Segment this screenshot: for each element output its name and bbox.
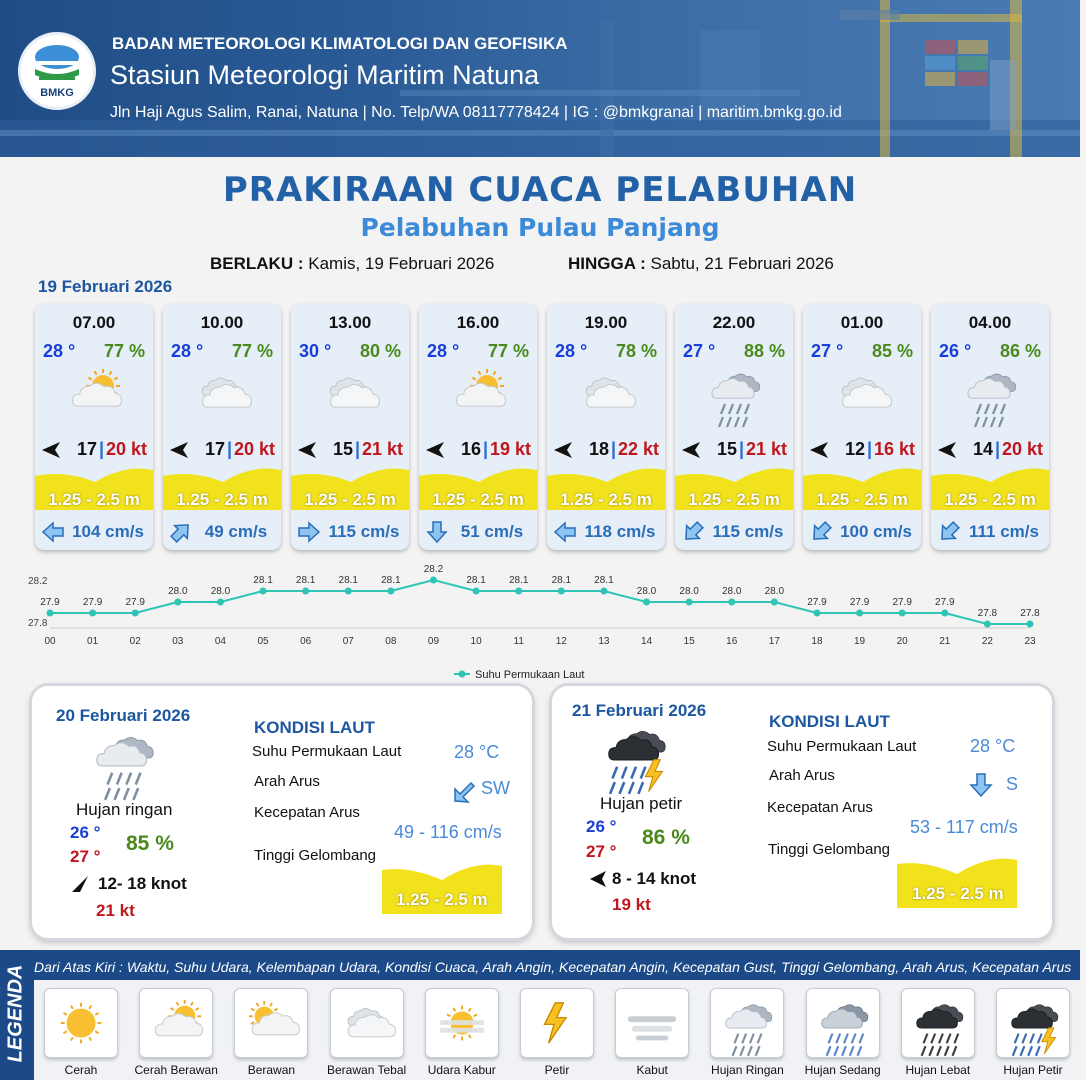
validity-from (210, 254, 494, 274)
forecast-humidity: 78 % (615, 341, 657, 361)
day2-wave-label: Tinggi Gelombang (254, 847, 377, 864)
day3-date: 21 Februari 2026 (572, 701, 707, 720)
x-tick-label: 22 (981, 636, 993, 647)
legend-icon-box (330, 988, 404, 1058)
data-label: 28.0 (722, 586, 742, 597)
right-arrow-icon (297, 521, 321, 543)
up-right-arrow-icon (169, 521, 193, 543)
hujan-ringan-icon (88, 728, 160, 794)
legend-icon-box (901, 988, 975, 1058)
forecast-current-speed: 49 cm/s (204, 522, 268, 541)
forecast-humidity: 77 % (103, 341, 145, 361)
organization-name: BADAN METEOROLOGI KLIMATOLOGI DAN GEOFISIKA (112, 34, 568, 53)
legend-label: Udara Kabur (427, 1063, 496, 1077)
forecast-wind (169, 439, 275, 461)
x-tick-label: 01 (87, 636, 99, 647)
forecast-time: 07.00 (72, 313, 116, 332)
forecast-wind-speed: 12 (844, 439, 865, 459)
validity-from-value: Kamis, 19 Februari 2026 (308, 254, 495, 273)
forecast-current-speed: 115 cm/s (328, 522, 400, 541)
legend-icon-box (44, 988, 118, 1058)
wind-direction-icon (553, 439, 573, 461)
forecast-humidity: 77 % (231, 341, 273, 361)
legend-label: Cerah Berawan (134, 1063, 218, 1077)
separator: | (99, 439, 105, 459)
series-line (50, 580, 1030, 624)
data-point (387, 588, 394, 595)
hujan-ringan-icon (958, 366, 1024, 422)
legend-icon-box (615, 988, 689, 1058)
forecast-current (419, 520, 537, 544)
down-left-arrow-icon (937, 521, 961, 543)
hujan-petir-icon (1005, 997, 1063, 1051)
forecast-gust: 22 kt (617, 439, 659, 459)
forecast-wind (937, 439, 1043, 461)
legend-label: Suhu Permukaan Laut (475, 669, 585, 681)
legend-item (38, 988, 124, 1078)
forecast-wind-speed: 18 (588, 439, 609, 459)
legend-item (609, 988, 695, 1078)
forecast-wave: 1.25 - 2.5 m (48, 490, 140, 509)
day3-current-speed-value: 53 - 117 cm/s (910, 817, 1018, 837)
forecast-gust: 21 kt (745, 439, 787, 459)
validity-to-value: Sabtu, 21 Februari 2026 (650, 254, 834, 273)
forecast-card (803, 304, 921, 550)
x-tick-label: 07 (342, 636, 354, 647)
day3-temp-min: 26 ° (586, 817, 617, 836)
data-label: 28.1 (551, 575, 572, 586)
forecast-current-speed: 115 cm/s (712, 522, 784, 541)
forecast-wave: 1.25 - 2.5 m (944, 490, 1036, 509)
hujan-lebat-icon (910, 997, 968, 1051)
day3-sst-label: Suhu Permukaan Laut (767, 738, 917, 755)
data-label: 27.9 (849, 597, 870, 608)
header-banner (0, 0, 1080, 157)
forecast-current (35, 520, 153, 544)
data-point (856, 610, 863, 617)
forecast-humidity: 86 % (999, 341, 1041, 361)
data-point (473, 588, 480, 595)
legend-label: Hujan Ringan (711, 1063, 784, 1077)
forecast-temp: 30 ° (299, 341, 332, 361)
data-point (89, 610, 96, 617)
forecast-gust: 20 kt (105, 439, 147, 459)
validity-from-label: BERLAKU : (210, 254, 304, 273)
separator: | (867, 439, 873, 459)
data-point (132, 610, 139, 617)
data-label: 28.1 (466, 575, 486, 586)
validity-to (568, 254, 834, 274)
data-label: 28.1 (381, 575, 401, 586)
day2-current-dir-label: Arah Arus (254, 773, 320, 790)
x-tick-label: 20 (896, 636, 908, 647)
y-tick-label: 27.8 (28, 618, 48, 629)
day3-kondisi-title: KONDISI LAUT (769, 712, 890, 731)
forecast-wind (41, 439, 147, 461)
forecast-card (931, 304, 1049, 550)
forecast-wind-speed: 16 (460, 439, 481, 459)
data-label: 28.0 (636, 586, 657, 597)
forecast-time: 13.00 (328, 313, 372, 332)
forecast-current (675, 520, 793, 544)
forecast-gust: 16 kt (873, 439, 915, 459)
forecast-wind (425, 439, 531, 461)
legend-item (990, 988, 1076, 1078)
wind-direction-icon (425, 439, 445, 461)
cerah-icon (53, 997, 111, 1051)
day3-current-dir-label: Arah Arus (769, 767, 835, 784)
data-point (899, 610, 906, 617)
forecast-humidity: 80 % (359, 341, 401, 361)
forecast-wave: 1.25 - 2.5 m (432, 490, 524, 509)
wind-direction-icon (70, 874, 90, 894)
x-tick-label: 19 (854, 636, 866, 647)
forecast-temp: 28 ° (427, 341, 460, 361)
legend-label: Kabut (636, 1063, 668, 1077)
day2-temp-min: 26 ° (70, 823, 101, 842)
forecast-temp: 27 ° (811, 341, 844, 361)
day1-date: 19 Februari 2026 (38, 277, 173, 296)
data-point (558, 588, 565, 595)
forecast-time: 01.00 (840, 313, 884, 332)
forecast-humidity: 88 % (743, 341, 785, 361)
bmkg-logo (18, 32, 96, 110)
day3-sst-value: 28 °C (970, 736, 1016, 756)
forecast-card (547, 304, 665, 550)
day2-date: 20 Februari 2026 (56, 706, 191, 725)
day2-current-speed-label: Kecepatan Arus (254, 804, 360, 821)
x-tick-label: 21 (939, 636, 951, 647)
forecast-current-speed: 100 cm/s (840, 522, 912, 541)
down-left-arrow-icon (809, 521, 833, 543)
x-tick-label: 15 (683, 636, 695, 647)
down-arrow-icon (425, 521, 449, 543)
legend-item (895, 988, 981, 1078)
forecast-current-speed: 118 cm/s (584, 522, 656, 541)
data-label: 28.1 (508, 575, 529, 586)
forecast-wave: 1.25 - 2.5 m (304, 490, 396, 509)
data-point (430, 577, 437, 584)
forecast-card (163, 304, 281, 550)
legend-item (324, 988, 410, 1078)
legend-label: Petir (544, 1063, 570, 1077)
forecast-temp: 27 ° (683, 341, 716, 361)
forecast-wind-speed: 14 (972, 439, 993, 459)
legend-label: Cerah (64, 1063, 98, 1077)
day3-wave-label: Tinggi Gelombang (768, 841, 891, 858)
data-point (345, 588, 352, 595)
forecast-temp: 28 ° (43, 341, 76, 361)
legend-title: LEGENDA (4, 964, 27, 1063)
down-left-arrow-icon (681, 521, 705, 543)
day3-current-dir-value: S (1006, 774, 1019, 794)
berawan-tebal-icon (339, 997, 397, 1051)
day3-condition: Hujan petir (600, 794, 683, 813)
data-point (771, 599, 778, 606)
forecast-current-speed: 104 cm/s (72, 522, 144, 541)
legend-label: Hujan Sedang (804, 1063, 881, 1077)
cerah-berawan-icon (148, 997, 206, 1051)
data-label: 28.0 (764, 586, 785, 597)
legend-icon-box (425, 988, 499, 1058)
legend-label: Berawan (247, 1063, 296, 1077)
forecast-card (419, 304, 537, 550)
data-point (1027, 621, 1034, 628)
forecast-wind-speed: 15 (716, 439, 737, 459)
cerah-berawan-icon (62, 366, 128, 422)
separator: | (355, 439, 361, 459)
forecast-time: 19.00 (584, 313, 628, 332)
forecast-time: 22.00 (712, 313, 756, 332)
forecast-gust: 21 kt (361, 439, 403, 459)
wind-direction-icon (937, 439, 957, 461)
cerah-berawan-icon (446, 366, 512, 422)
data-point (302, 588, 309, 595)
wind-direction-icon (681, 439, 701, 461)
forecast-temp: 28 ° (171, 341, 204, 361)
x-tick-label: 00 (44, 636, 56, 647)
data-point (515, 588, 522, 595)
wind-direction-icon (169, 439, 189, 461)
day3-humidity: 86 % (642, 826, 690, 849)
forecast-time: 04.00 (968, 313, 1012, 332)
data-label: 27.9 (935, 597, 955, 608)
data-label: 27.9 (125, 597, 145, 608)
wind-direction-icon (588, 869, 608, 889)
x-tick-label: 10 (470, 636, 482, 647)
day2-humidity: 85 % (126, 832, 174, 855)
data-label: 28.0 (168, 586, 188, 597)
legend-item (800, 988, 886, 1078)
data-label: 28.1 (253, 575, 273, 586)
forecast-wind-speed: 15 (332, 439, 353, 459)
forecast-current (163, 520, 281, 544)
bmkg-logo-icon (21, 39, 93, 89)
x-tick-label: 02 (129, 636, 141, 647)
forecast-wind (809, 439, 915, 461)
data-point (174, 599, 181, 606)
kabut-icon (624, 997, 682, 1051)
forecast-wave: 1.25 - 2.5 m (816, 490, 908, 509)
forecast-wind-speed: 17 (204, 439, 225, 459)
forecast-current (547, 520, 665, 544)
forecast-humidity: 85 % (871, 341, 913, 361)
data-point (813, 610, 820, 617)
page-subtitle: Pelabuhan Pulau Panjang (360, 213, 720, 242)
page-title: PRAKIRAAN CUACA PELABUHAN (222, 170, 858, 210)
x-tick-label: 12 (555, 636, 567, 647)
forecast-gust: 19 kt (489, 439, 531, 459)
legend-side (0, 950, 32, 1080)
legend-label: Berawan Tebal (327, 1063, 407, 1077)
logo-text: BMKG (40, 87, 74, 99)
berawan-tebal-icon (830, 366, 896, 422)
sst-line-chart (30, 564, 1050, 684)
y-tick-label: 28.2 (28, 576, 48, 587)
data-point (47, 610, 54, 617)
forecast-time: 16.00 (456, 313, 500, 332)
data-label: 27.8 (1020, 608, 1040, 619)
legend-icon-box (710, 988, 784, 1058)
legend-item (133, 988, 219, 1078)
x-tick-label: 03 (172, 636, 184, 647)
forecast-humidity: 77 % (487, 341, 529, 361)
forecast-time: 10.00 (200, 313, 244, 332)
legend-description: Dari Atas Kiri : Waktu, Suhu Udara, Kelembapan Udara, Kondisi Cuaca, Arah Angin, Kecepatan Angin, Kecepatan Gust, Tinggi Gelombang, Arah Arus, Kecepatan Arus (34, 959, 1072, 975)
forecast-current (803, 520, 921, 544)
x-tick-label: 16 (726, 636, 738, 647)
petir-icon (529, 997, 587, 1051)
legend-icon-box (139, 988, 213, 1058)
udara-kabur-icon (434, 997, 492, 1051)
validity-to-label: HINGGA : (568, 254, 646, 273)
data-label: 28.0 (679, 586, 699, 597)
forecast-wave: 1.25 - 2.5 m (176, 490, 268, 509)
data-label: 27.8 (977, 608, 998, 619)
separator: | (227, 439, 233, 459)
day3-gust: 19 kt (612, 895, 651, 914)
x-tick-label: 23 (1024, 636, 1036, 647)
data-label: 28.1 (594, 575, 614, 586)
data-label: 28.0 (210, 586, 231, 597)
x-tick-label: 09 (427, 636, 440, 647)
data-label: 28.1 (338, 575, 358, 586)
forecast-wave: 1.25 - 2.5 m (688, 490, 780, 509)
data-label: 27.9 (807, 597, 827, 608)
x-tick-label: 06 (300, 636, 312, 647)
x-tick-label: 11 (513, 636, 524, 647)
data-point (728, 599, 735, 606)
x-tick-label: 05 (257, 636, 269, 647)
day2-current-speed-value: 49 - 116 cm/s (394, 822, 502, 842)
data-label: 28.2 (423, 564, 444, 575)
forecast-current (291, 520, 409, 544)
day2-condition: Hujan ringan (76, 800, 173, 819)
data-point (941, 610, 948, 617)
x-tick-label: 18 (811, 636, 823, 647)
x-tick-label: 13 (598, 636, 610, 647)
data-point (984, 621, 991, 628)
day3-wind: 8 - 14 knot (612, 869, 697, 888)
down-left-arrow-icon (452, 778, 478, 804)
day2-sst-label: Suhu Permukaan Laut (252, 743, 402, 760)
legend-label: Hujan Petir (1003, 1063, 1063, 1077)
legend-item (228, 988, 314, 1078)
forecast-wave: 1.25 - 2.5 m (560, 490, 652, 509)
legend-label: Hujan Lebat (905, 1063, 971, 1077)
forecast-current (931, 520, 1049, 544)
left-arrow-icon (41, 521, 65, 543)
day3-current-speed-label: Kecepatan Arus (767, 799, 873, 816)
station-name: Stasiun Meteorologi Maritim Natuna (110, 60, 540, 90)
day2-sst-value: 28 °C (454, 742, 500, 762)
berawan-tebal-icon (190, 366, 256, 422)
separator: | (483, 439, 489, 459)
legend-marker (459, 671, 466, 678)
legend-icon-box (996, 988, 1070, 1058)
down-arrow-icon (970, 772, 992, 798)
day3-panel (552, 686, 1052, 938)
berawan-icon (243, 997, 301, 1051)
day2-wind: 12- 18 knot (98, 874, 187, 893)
hujan-ringan-icon (702, 366, 768, 422)
hujan-sedang-icon (815, 997, 873, 1051)
legend-item (704, 988, 790, 1078)
forecast-temp: 28 ° (555, 341, 588, 361)
berawan-tebal-icon (574, 366, 640, 422)
left-arrow-icon (553, 521, 577, 543)
legend-icon-box (234, 988, 308, 1058)
data-point (217, 599, 224, 606)
day2-panel (32, 686, 532, 938)
separator: | (611, 439, 617, 459)
berawan-tebal-icon (318, 366, 384, 422)
forecast-current-speed: 111 cm/s (969, 522, 1039, 541)
data-label: 28.1 (295, 575, 316, 586)
data-point (643, 599, 650, 606)
forecast-gust: 20 kt (233, 439, 275, 459)
legend-icon-box (520, 988, 594, 1058)
legend-icon-box (806, 988, 880, 1058)
forecast-card (675, 304, 793, 550)
legend-item (419, 988, 505, 1078)
day3-wave-value: 1.25 - 2.5 m (912, 884, 1004, 903)
legend-bar (0, 950, 1080, 1080)
x-tick-label: 04 (214, 636, 226, 647)
separator: | (995, 439, 1001, 459)
forecast-wind (297, 439, 403, 461)
forecast-wind-speed: 17 (76, 439, 97, 459)
x-tick-label: 08 (385, 636, 397, 647)
data-point (686, 599, 693, 606)
data-point (600, 588, 607, 595)
x-tick-label: 14 (640, 636, 653, 647)
data-label: 27.9 (40, 597, 60, 608)
data-label: 27.9 (82, 597, 103, 608)
hujan-ringan-icon (719, 997, 777, 1051)
day2-current-dir-value: SW (481, 778, 510, 798)
wind-direction-icon (41, 439, 61, 461)
x-tick-label: 17 (768, 636, 780, 647)
forecast-current-speed: 51 cm/s (460, 522, 524, 541)
hujan-petir-icon (598, 722, 674, 788)
separator: | (739, 439, 745, 459)
forecast-card (35, 304, 153, 550)
forecast-temp: 26 ° (939, 341, 972, 361)
day3-temp-max: 27 ° (586, 842, 617, 861)
forecast-card (291, 304, 409, 550)
data-point (260, 588, 267, 595)
wind-direction-icon (809, 439, 829, 461)
forecast-wind (553, 439, 659, 461)
day2-wave-value: 1.25 - 2.5 m (396, 890, 488, 909)
day2-gust: 21 kt (96, 901, 135, 920)
forecast-gust: 20 kt (1001, 439, 1043, 459)
wind-direction-icon (297, 439, 317, 461)
legend-item (514, 988, 600, 1078)
day2-temp-max: 27 ° (70, 847, 101, 866)
station-contact: Jln Haji Agus Salim, Ranai, Natuna | No. Telp/WA 08117778424 | IG : @bmkgranai | maritim.bmkg.go.id (110, 104, 842, 121)
data-label: 27.9 (892, 597, 912, 608)
day2-kondisi-title: KONDISI LAUT (254, 718, 375, 737)
legend-icons (34, 980, 1080, 1080)
forecast-wind (681, 439, 787, 461)
